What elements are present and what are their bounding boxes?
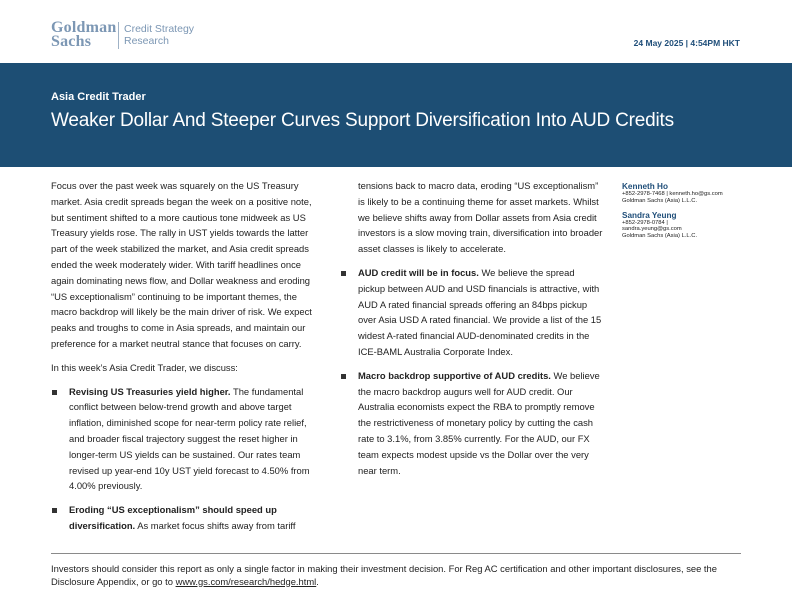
continuation-paragraph: tensions back to macro data, eroding “US exceptionalism” is likely to be a continuing theme for asset markets. Whilst we believe shifts away from Dollar assets from Asia credit investors is a slow moving train, diversification into broader asset classes is likely to accelerate. [358, 180, 603, 255]
disclosure-footer [51, 563, 751, 588]
report-date: 24 May 2025 | 4:54PM HKT [633, 38, 740, 48]
bullet-heading: Revising US Treasuries yield higher. [69, 385, 231, 397]
logo-line2: Sachs [51, 33, 92, 50]
footer-divider [51, 553, 741, 554]
bullet-square-icon [52, 390, 57, 395]
bullet-square-icon [341, 271, 346, 276]
bullet-heading: AUD credit will be in focus. [358, 266, 479, 278]
bullet-text: The fundamental conflict between below-trend growth and above target inflation, diminished scope for near-term policy rate relief, and broader fiscal trajectory suggest the reset higher in longer-term US yields can be sustained. Our rates team revised up year-end 10y UST yield forecast to 4.50% from 4.00% previously. [69, 385, 310, 492]
logo-sub2: Research [124, 35, 169, 47]
disclosure-link[interactable]: www.gs.com/research/hedge.html [175, 575, 317, 587]
goldman-sachs-logo[interactable] [51, 19, 195, 50]
author-sidebar [622, 182, 762, 246]
author-block [622, 211, 762, 240]
bullet-text: As market focus shifts away from tariff [135, 519, 296, 531]
footer-end: . [316, 575, 319, 587]
bullet-item [51, 502, 321, 534]
body-column-left [51, 178, 321, 534]
logo-sub1: Credit Strategy [124, 23, 195, 35]
bullet-text: We believe the macro backdrop augurs well for AUD credit. Our Australia economists expect the RBA to promptly remove the restrictiveness of monetary policy by cutting the cash rate to 3.1%, from 3.85% currently. For the AUD, our FX team expects modest upside vs the Dollar over the very near term. [358, 369, 600, 476]
bullet-square-icon [341, 374, 346, 379]
author-name: Kenneth Ho [622, 182, 668, 191]
author-contact[interactable]: +852-2978-7468 | kenneth.ho@gs.com [622, 191, 723, 197]
bullet-heading: Macro backdrop supportive of AUD credits. [358, 369, 551, 381]
report-title: Weaker Dollar And Steeper Curves Support Diversification Into AUD Credits [51, 110, 674, 131]
author-contact[interactable]: +852-2978-0784 | [622, 219, 668, 226]
logo-divider [118, 22, 119, 49]
bullet-text: We believe the spread pickup between AUD and USD financials is attractive, with AUD A rated financial spreads offering an 84bps pickup over Asia USD A rated financial. We provide a list of the 15 widest A-rated financial AUD-denominated credits in the ICE-BAML Australia Corporate Index. [358, 266, 602, 357]
logo-subtitle [124, 23, 204, 47]
bullet-heading: Eroding “US exceptionalism” should speed up diversification. [69, 504, 277, 531]
body-column-right [340, 178, 604, 478]
author-block [622, 182, 762, 205]
bullet-item [340, 265, 604, 360]
author-name: Sandra Yeung [622, 210, 677, 220]
intro-paragraph: Focus over the past week was squarely on the US Treasury market. Asia credit spreads began the week on a positive note, but sentiment shifted to a more cautious tone midweek as US Treasury yields rose. The rally in UST yields towards the latter part of the week stabilized the market, and Asia credit spreads ended the week moderately wider. With tariff headlines once again dominating news flow, and Dollar weakness and eroding “US exceptionalism” continuing to be important themes, the macro backdrop will likely be the main driver of risk. We expect peaks and troughs to come in Asia spreads, and maintain our preference for a market neutral stance that focuses on carry. [51, 180, 312, 349]
bullet-item [51, 384, 321, 495]
author-firm: Goldman Sachs (Asia) L.L.C. [622, 197, 698, 204]
footer-text: Investors should consider this report as only a single factor in making their investment decision. For Reg AC certification and other important disclosures, see the Disclosure Appendix, or go to [51, 563, 717, 587]
bullet-item [340, 368, 604, 479]
author-firm: Goldman Sachs (Asia) L.L.C. [622, 233, 698, 240]
logo-line1: Goldman [51, 19, 117, 36]
lead-paragraph: In this week’s Asia Credit Trader, we discuss: [51, 361, 238, 373]
bullet-square-icon [52, 508, 57, 513]
series-name: Asia Credit Trader [51, 91, 146, 103]
author-email[interactable]: sandra.yeung@gs.com [622, 226, 682, 233]
logo-wordmark [51, 21, 116, 49]
